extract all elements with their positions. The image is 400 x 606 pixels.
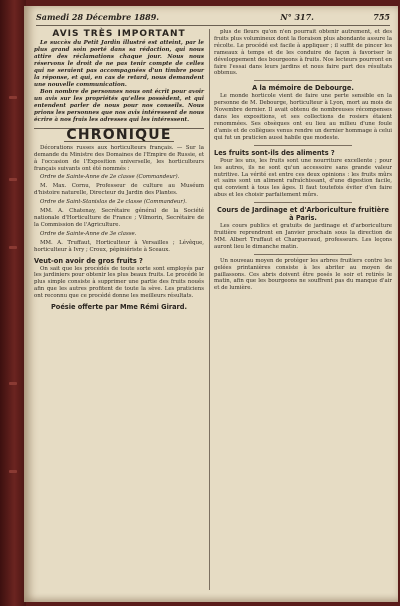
section-rule bbox=[254, 80, 352, 81]
binding-mark bbox=[9, 382, 17, 385]
binding-mark bbox=[9, 246, 17, 249]
section-paragraph: Le monde horticole vient de faire une perte sensible en la personne de M. Debourge, horticulteur à Lyon, mort au mois de Novembre dernier. Il avait obtenu de nombreuses récompenses dans les expositions, et ses collections de rosiers étaient renommées. Ses obsèques ont eu lieu au milieu d'une foule d'amis et de collègues venus rendre un dernier hommage à celui qui fut un praticien aussi habile que modeste. bbox=[214, 93, 392, 141]
section-heading: Les fruits sont-ils des aliments ? bbox=[214, 148, 335, 157]
section-rule bbox=[254, 145, 352, 146]
header-page-number: 755 bbox=[373, 12, 390, 22]
order-line: Ordre de Sainte-Anne de 2e classe (Commandeur). bbox=[40, 174, 180, 181]
binding-mark bbox=[9, 470, 17, 473]
section-heading: A la mémoire de Debourge. bbox=[252, 84, 354, 93]
binding-edge bbox=[0, 0, 26, 606]
header-issue-number: N° 317. bbox=[280, 12, 314, 22]
avis-title: AVIS TRÈS IMPORTANT bbox=[52, 29, 186, 39]
header-rule bbox=[36, 25, 390, 26]
section-paragraph: Pour les uns, les fruits sont une nourriture excellente ; pour les autres, ils ne sont qu'un accessoire sans grande valeur nutritive. La vérité est entre ces deux opinions : les fruits mûrs et sains sont un aliment rafraîchissant, d'une digestion facile, qui convient à tous les âges. Il faut toutefois éviter d'en faire abus et les choisir parfaitement mûrs. bbox=[214, 157, 392, 199]
newspaper-page bbox=[24, 6, 398, 602]
left-column bbox=[34, 29, 204, 312]
section-paragraph: plus de fleurs qu'on n'en pourrait obtenir autrement, et des fruits plus volumineux dont la floraison plus abondante assure la récolte. Le procédé est facile à appliquer ; il suffit de pincer les rameaux à temps et de les conduire de façon à favoriser le développement des bourgeons à fruits. Nos lecteurs pourront en faire l'essai dans leurs jardins et nous faire part des résultats obtenus. bbox=[214, 29, 392, 77]
section-paragraph: Les cours publics et gratuits de jardinage et d'arboriculture fruitière reprendront en Janvier prochain sous la direction de MM. Albert Truffaut et Chargueraud, professeurs. Les leçons auront lieu le dimanche matin. bbox=[214, 223, 392, 250]
page-header bbox=[36, 10, 390, 24]
order-line: Ordre de Saint-Stanislas de 2e classe (Commandeur). bbox=[40, 199, 187, 206]
avis-paragraph: Bon nombre de personnes nous ont écrit pour avoir un avis sur les propriétés qu'elles possèdent, et qui entendent parler de nous pour nos conseils. Nous prions les personnes que nos avis intéressent de nous écrire à nos frais les adresses qui les intéressent. bbox=[34, 88, 204, 123]
names-paragraph: MM. A. Chatenay, Secrétaire général de la Société nationale d'Horticulture de France ; Vilmorin, Secrétaire de la Commission de l'Agriculture. bbox=[34, 208, 204, 228]
section-paragraph: Un nouveau moyen de protéger les arbres fruitiers contre les gelées printanières consiste à les abriter au moyen de paillassons. Ces abris doivent être posés le soir et retirés le matin, afin que les bourgeons ne souffrent pas du manque d'air et de lumière. bbox=[214, 257, 392, 292]
section-heading: Veut-on avoir de gros fruits ? bbox=[34, 256, 143, 265]
section-heading: Cours de Jardinage et d'Arboriculture fruitière à Paris. bbox=[217, 206, 389, 223]
chronique-paragraph: Décorations russes aux horticulteurs français. — Sur la demande du Ministre des Domaines de l'Empire de Russie, et à l'occasion de l'Exposition universelle, les horticulteurs français suivants ont été nommés : bbox=[34, 144, 204, 172]
chronique-title: CHRONIQUE bbox=[66, 126, 172, 143]
order-line: Ordre de Sainte-Anne de 3e classe. bbox=[40, 230, 137, 237]
avis-paragraph: Le succès du Petit Jardin illustré est atteint, par le plus grand soin porté dans sa rédaction, qui nous attire des réclamations chaque jour. Nous nous réservons le droit de ne pas tenir compte de celles qui ne seraient pas accompagnées d'un timbre pour la réponse, et qui, en cas de retard, nous demandent une nouvelle communication. bbox=[34, 39, 204, 88]
section-heading: Poésie offerte par Mme Rémi Girard. bbox=[50, 303, 188, 312]
binding-mark bbox=[9, 96, 17, 99]
section-rule bbox=[254, 254, 352, 255]
names-paragraph: M. Max. Cornu, Professeur de culture au Muséum d'histoire naturelle, Directeur du Jardin des Plantes. bbox=[34, 183, 204, 197]
section-paragraph: On sait que les procédés de toute sorte sont employés par les jardiniers pour obtenir les plus beaux fruits. Le procédé le plus simple consiste à supprimer une partie des fruits noués afin que les autres profitent de toute la sève. Les praticiens ont reconnu que ce procédé donne les meilleurs résultats. bbox=[34, 265, 204, 300]
section-rule bbox=[254, 202, 352, 203]
names-paragraph: MM. A. Truffaut, Horticulteur à Versailles ; Lévêque, horticulteur à Ivry ; Croux, pépiniériste à Sceaux. bbox=[34, 239, 204, 253]
column-divider bbox=[209, 29, 210, 590]
right-column bbox=[214, 29, 392, 294]
binding-mark bbox=[9, 178, 17, 181]
header-date: Samedi 28 Décembre 1889. bbox=[36, 12, 160, 22]
